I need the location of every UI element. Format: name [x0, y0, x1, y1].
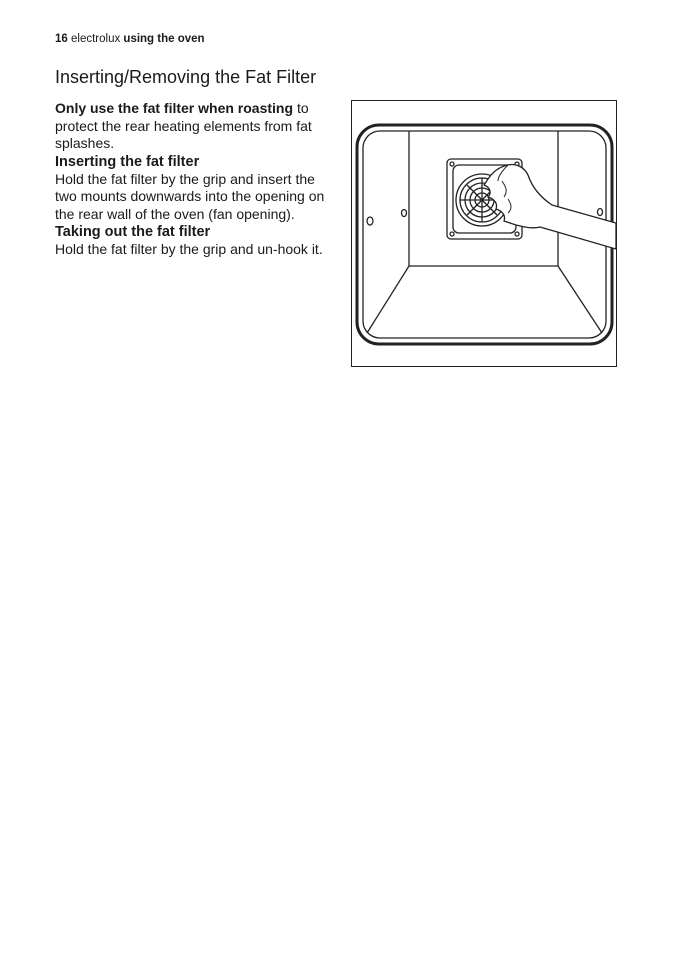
section-name: using the oven [123, 33, 205, 45]
brand-name: electrolux [71, 33, 121, 45]
text-column [55, 100, 340, 259]
intro-bold: Only use the fat filter when roasting [55, 100, 294, 116]
inserting-body: Hold the fat filter by the grip and insert the two mounts downwards into the opening on the rear wall of the oven (fan opening). [55, 170, 325, 222]
page-number: 16 [55, 33, 68, 45]
page-title: Inserting/Removing the Fat Filter [55, 67, 317, 87]
oven-interior-drawing [352, 101, 616, 366]
intro-paragraph [55, 100, 340, 153]
page-header [55, 33, 205, 45]
taking-out-body: Hold the fat filter by the grip and un-hook it. [55, 241, 323, 257]
inserting-heading: Inserting the fat filter [55, 153, 200, 170]
oven-fat-filter-illustration [351, 100, 617, 367]
intro-text: to protect the rear heating elements from fat splashes. [55, 100, 312, 151]
taking-out-heading: Taking out the fat filter [55, 224, 211, 240]
